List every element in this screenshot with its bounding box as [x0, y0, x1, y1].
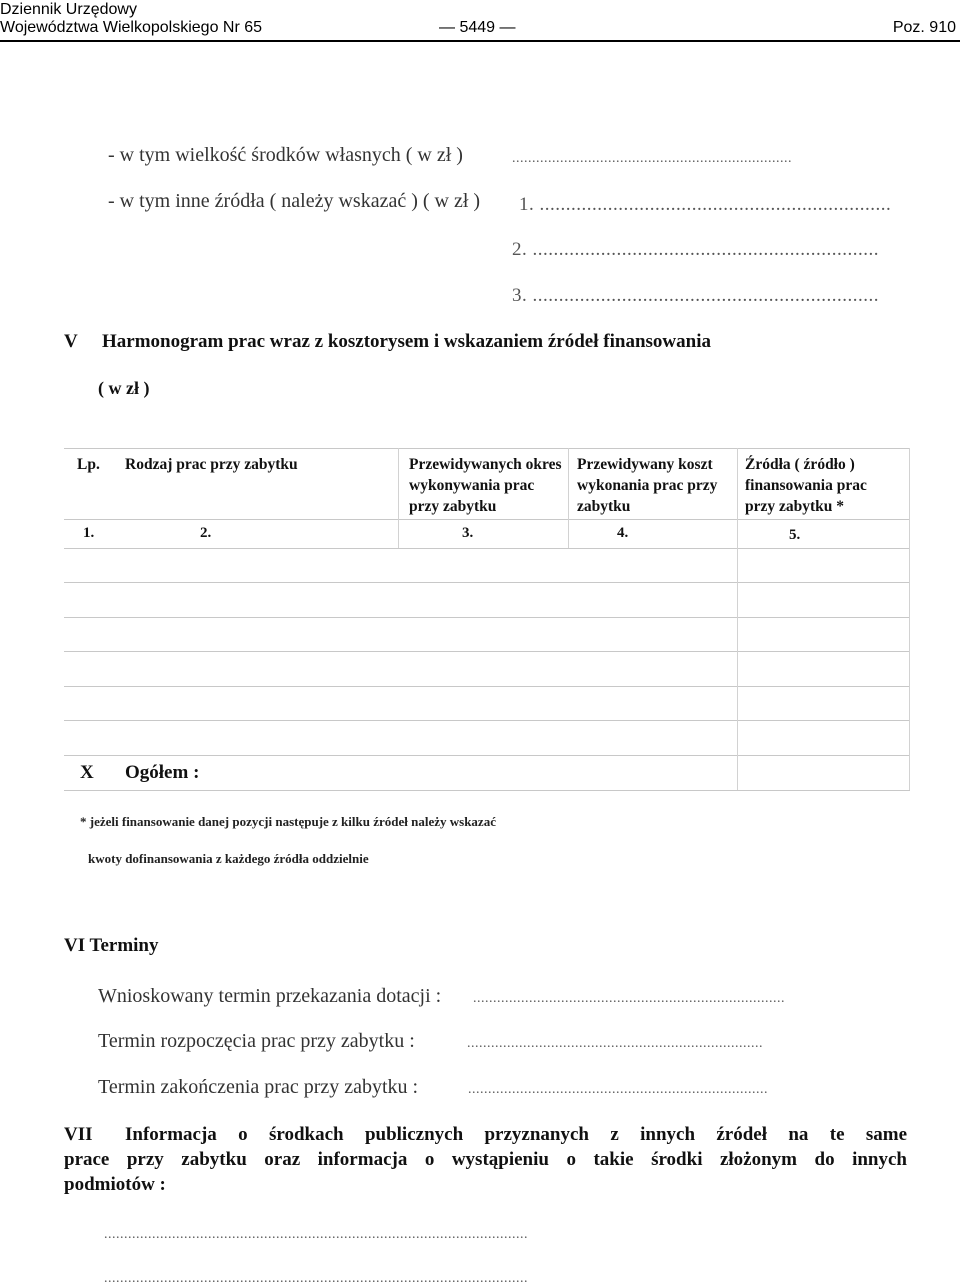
- column-header-work-type: Rodzaj prac przy zabytku: [125, 456, 298, 473]
- table-row-rule: [64, 755, 910, 756]
- requested-date-dots: ..............................................................................: [473, 991, 785, 1006]
- table-right-edge: [909, 448, 910, 790]
- table-column-divider: [398, 448, 399, 548]
- own-funds-label: - w tym wielkość środków własnych ( w zł ): [108, 144, 463, 166]
- table-row-rule: [64, 686, 910, 687]
- column-header-lp: Lp.: [77, 456, 100, 473]
- column-number-2: 2.: [200, 525, 212, 541]
- table-row-rule: [64, 582, 910, 583]
- table-row-rule: [64, 651, 910, 652]
- table-row-rule: [64, 617, 910, 618]
- table-column-divider: [737, 448, 738, 790]
- start-date-dots: ..........................................................................: [467, 1036, 763, 1051]
- total-marker: X: [80, 762, 94, 783]
- end-date-label: Termin zakończenia prac przy zabytku :: [98, 1076, 419, 1098]
- table-column-divider: [568, 448, 569, 548]
- column-number-5: 5.: [789, 527, 801, 543]
- table-top-rule: [64, 448, 910, 449]
- other-source-2: 2. ..................................................................: [512, 239, 879, 260]
- requested-date-label: Wnioskowany termin przekazania dotacji :: [98, 985, 442, 1007]
- section-v-title: Harmonogram prac wraz z kosztorysem i wskazaniem źródeł finansowania: [102, 331, 711, 352]
- start-date-label: Termin rozpoczęcia prac przy zabytku :: [98, 1030, 415, 1052]
- section-v-unit: ( w zł ): [98, 378, 150, 398]
- other-sources-label: - w tym inne źródła ( należy wskazać ) ( w zł ): [108, 190, 481, 212]
- column-number-3: 3.: [462, 525, 474, 541]
- section-vii-line-1: Informacja o środkach publicznych przyznanych z innych źródeł na te same: [125, 1124, 907, 1145]
- column-header-cost: Przewidywany koszt wykonania prac przy zabytku: [577, 456, 718, 515]
- section-vi-heading: VI Terminy: [64, 935, 159, 956]
- footnote-line-1: * jeżeli finansowanie danej pozycji następuje z kilku źródeł należy wskazać: [80, 814, 496, 829]
- position-number: Poz. 910: [892, 19, 956, 36]
- own-funds-dots: ......................................................................: [512, 151, 792, 166]
- section-vii-dots-1: ..........................................................................................................: [104, 1227, 528, 1242]
- column-header-period: Przewidywanych okres wykonywania prac przy zabytku: [409, 456, 562, 515]
- section-vii-line-2: prace przy zabytku oraz informacja o wystąpieniu o takie środki złożonym do innych: [64, 1149, 907, 1170]
- section-vii-dots-2: ..........................................................................................................: [104, 1271, 528, 1286]
- end-date-dots: ...........................................................................: [468, 1082, 768, 1097]
- journal-title: Dziennik Urzędowy: [0, 1, 137, 18]
- other-source-3: 3. ..................................................................: [512, 285, 879, 306]
- column-number-4: 4.: [617, 525, 629, 541]
- page-number: — 5449 —: [439, 19, 516, 36]
- section-v-numeral: V: [64, 331, 78, 352]
- section-vii-line-3: podmiotów :: [64, 1174, 166, 1195]
- column-number-1: 1.: [83, 525, 95, 541]
- table-header-rule: [64, 519, 910, 520]
- column-header-sources: Źródła ( źródło ) finansowania prac przy zabytku *: [745, 456, 867, 515]
- table-numbers-rule: [64, 548, 910, 549]
- table-row-rule: [64, 720, 910, 721]
- table-bottom-rule: [64, 790, 910, 791]
- journal-subtitle: Województwa Wielkopolskiego Nr 65: [0, 19, 263, 36]
- total-label: Ogółem :: [125, 762, 200, 783]
- other-source-1: 1. ...................................................................: [519, 194, 892, 215]
- header-rule: [0, 40, 960, 42]
- section-vii-numeral: VII: [64, 1124, 93, 1145]
- footnote-line-2: kwoty dofinansowania z każdego źródła oddzielnie: [88, 851, 369, 866]
